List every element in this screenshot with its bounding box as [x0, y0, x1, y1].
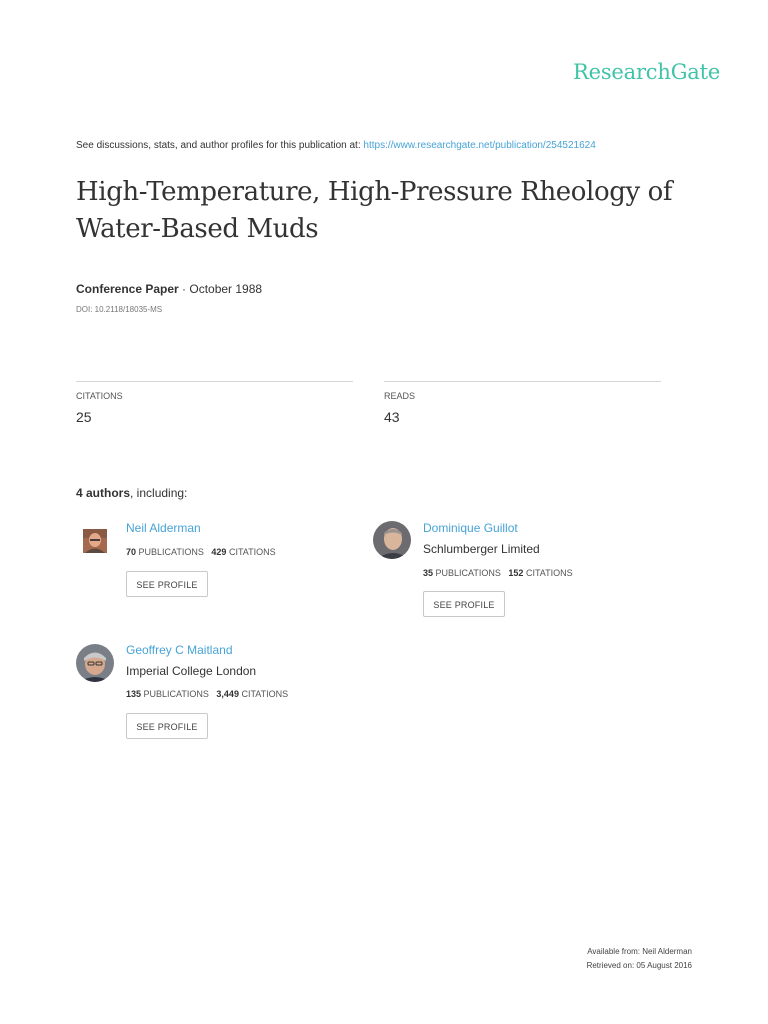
author-stats — [423, 568, 573, 578]
retrieved-on: Retrieved on: 05 August 2016 — [586, 961, 692, 970]
discussion-line — [76, 140, 596, 151]
author-name[interactable]: Neil Alderman — [126, 521, 201, 535]
citations-label: CITATIONS — [525, 568, 573, 578]
reads-value: 43 — [384, 409, 400, 425]
paper-type: Conference Paper — [76, 282, 179, 296]
publications-label: PUBLICATIONS — [143, 689, 209, 699]
available-from: Available from: Neil Alderman — [587, 947, 692, 956]
reads-label: READS — [384, 391, 416, 401]
avatar-photo-icon — [373, 521, 411, 559]
author-name[interactable]: Geoffrey C Maitland — [126, 643, 233, 657]
citations-count: 3,449 — [216, 689, 239, 699]
publications-count: 135 — [126, 689, 142, 699]
publications-count: 70 — [126, 547, 137, 557]
divider — [384, 381, 661, 382]
citations-label: CITATIONS — [228, 547, 276, 557]
publications-count: 35 — [423, 568, 434, 578]
citations-count: 152 — [508, 568, 524, 578]
author-stats — [126, 547, 276, 557]
authors-count: 4 authors — [76, 486, 131, 500]
divider — [76, 381, 353, 382]
citations-label: CITATIONS — [76, 391, 123, 401]
paper-doi: DOI: 10.2118/18035-MS — [76, 305, 163, 314]
author-affiliation: Schlumberger Limited — [423, 542, 540, 556]
avatar-photo-icon — [76, 644, 114, 682]
citations-label: CITATIONS — [241, 689, 289, 699]
author-stats — [126, 689, 288, 699]
publications-label: PUBLICATIONS — [435, 568, 501, 578]
avatar-photo-icon — [83, 529, 107, 553]
title-line-1: High-Temperature, High-Pressure Rheology of — [76, 177, 673, 207]
authors-heading — [76, 486, 187, 500]
paper-title — [76, 174, 716, 248]
author-name[interactable]: Dominique Guillot — [423, 521, 518, 535]
discussion-text: See discussions, stats, and author profiles for this publication at: — [76, 140, 364, 151]
researchgate-logo[interactable]: ResearchGate — [573, 60, 721, 84]
avatar[interactable] — [373, 521, 411, 559]
see-profile-button[interactable]: SEE PROFILE — [126, 571, 208, 597]
publications-label: PUBLICATIONS — [138, 547, 204, 557]
avatar[interactable] — [76, 644, 114, 682]
title-line-2: Water-Based Muds — [76, 214, 319, 244]
paper-date: · October 1988 — [178, 282, 263, 296]
paper-type-line — [76, 282, 262, 296]
see-profile-button[interactable]: SEE PROFILE — [126, 713, 208, 739]
avatar[interactable] — [83, 529, 107, 553]
citations-value: 25 — [76, 409, 92, 425]
publication-link[interactable]: https://www.researchgate.net/publication/254521624 — [363, 140, 596, 151]
see-profile-button[interactable]: SEE PROFILE — [423, 591, 505, 617]
authors-suffix: , including: — [130, 486, 188, 500]
citations-count: 429 — [211, 547, 227, 557]
author-affiliation: Imperial College London — [126, 664, 257, 678]
